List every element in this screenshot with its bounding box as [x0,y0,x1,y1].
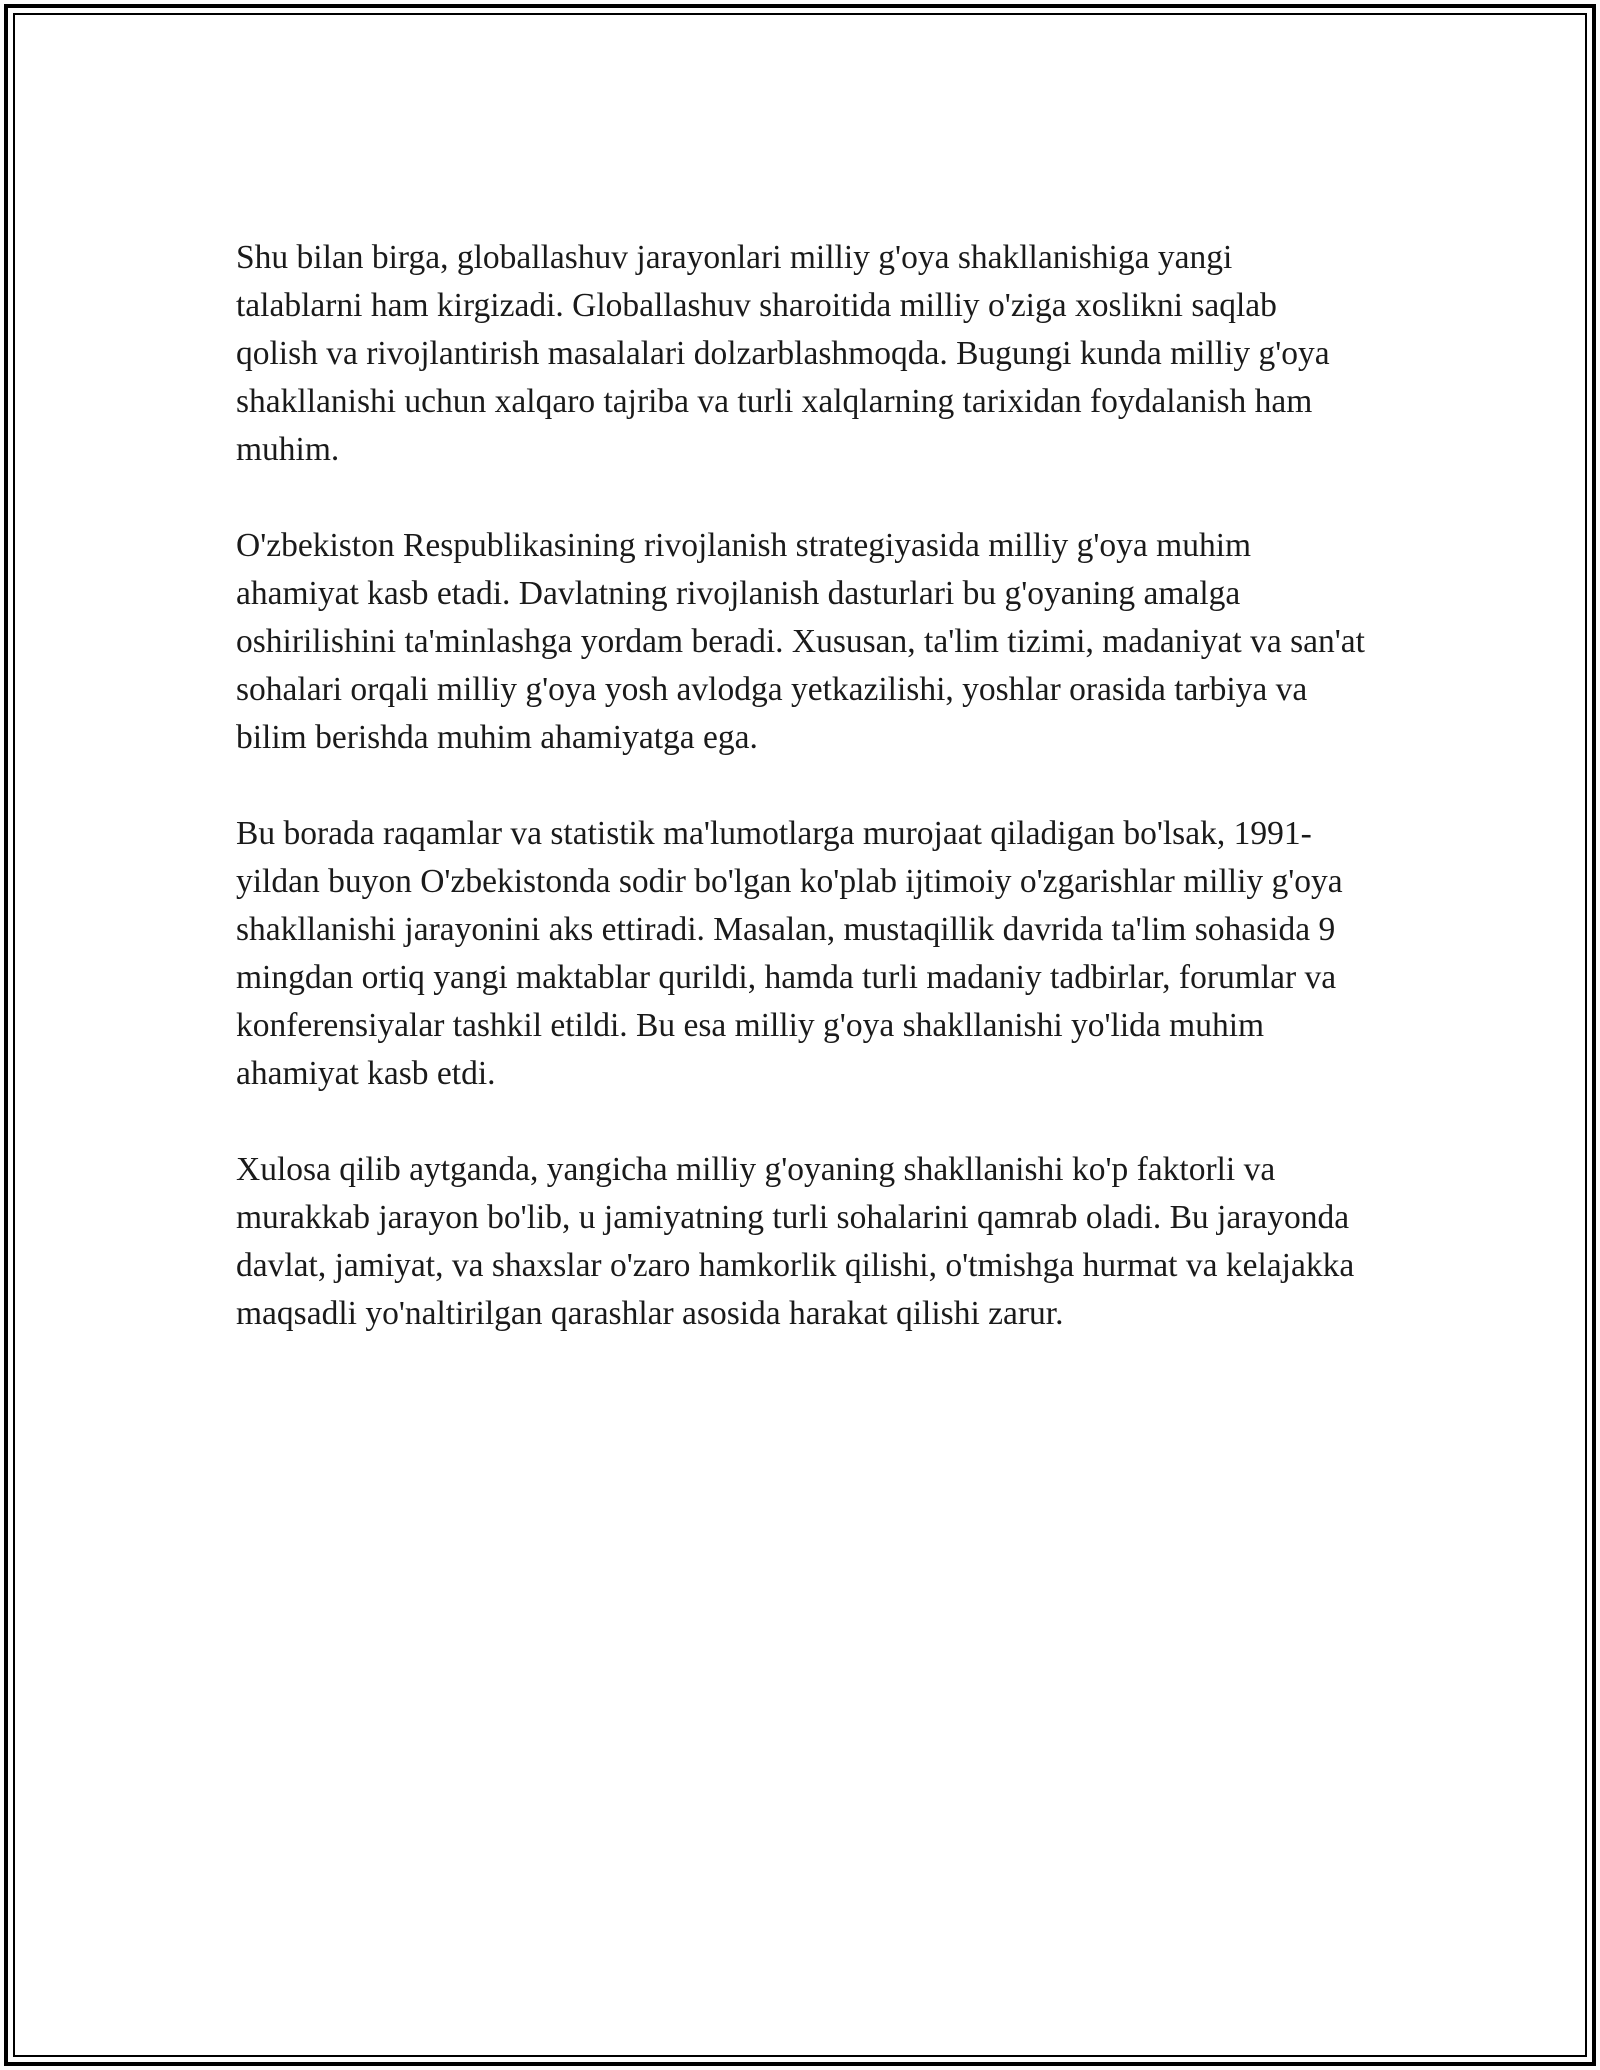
paragraph-4: Xulosa qilib aytganda, yangicha milliy g'oyaning shakllanishi ko'p faktorli va murakkab jarayon bo'lib, u jamiyatning turli sohalarini qamrab oladi. Bu jarayonda davlat, jamiyat, va shaxslar o'zaro hamkorlik qilishi, o'tmishga hurmat va kelajakka maqsadli yo'naltirilgan qarashlar asosida harakat qilishi zarur. [236,1151,1355,1332]
document-body [236,234,1366,1386]
paragraph-2: O'zbekiston Respublikasining rivojlanish strategiyasida milliy g'oya muhim ahamiyat kasb etadi. Davlatning rivojlanish dasturlari bu g'oyaning amalga oshirilishini ta'minlashga yordam beradi. Xususan, ta'lim tizimi, madaniyat va san'at sohalari orqali milliy g'oya yosh avlodga yetkazilishi, yoshlar orasida tarbiya va bilim berishda muhim ahamiyatga ega. [236,527,1365,756]
paragraph-3: Bu borada raqamlar va statistik ma'lumotlarga murojaat qiladigan bo'lsak, 1991-yildan buyon O'zbekistonda sodir bo'lgan ko'plab ijtimoiy o'zgarishlar milliy g'oya shakllanishi jarayonini aks ettiradi. Masalan, mustaqillik davrida ta'lim sohasida 9 mingdan ortiq yangi maktablar qurildi, hamda turli madaniy tadbirlar, forumlar va konferensiyalar tashkil etildi. Bu esa milliy g'oya shakllanishi yo'lida muhim ahamiyat kasb etdi. [236,815,1343,1092]
paragraph-1: Shu bilan birga, globallashuv jarayonlari milliy g'oya shakllanishiga yangi talablarni ham kirgizadi. Globallashuv sharoitida milliy o'ziga xoslikni saqlab qolish va rivojlantirish masalalari dolzarblashmoqda. Bugungi kunda milliy g'oya shakllanishi uchun xalqaro tajriba va turli xalqlarning tarixidan foydalanish ham muhim. [236,239,1330,468]
